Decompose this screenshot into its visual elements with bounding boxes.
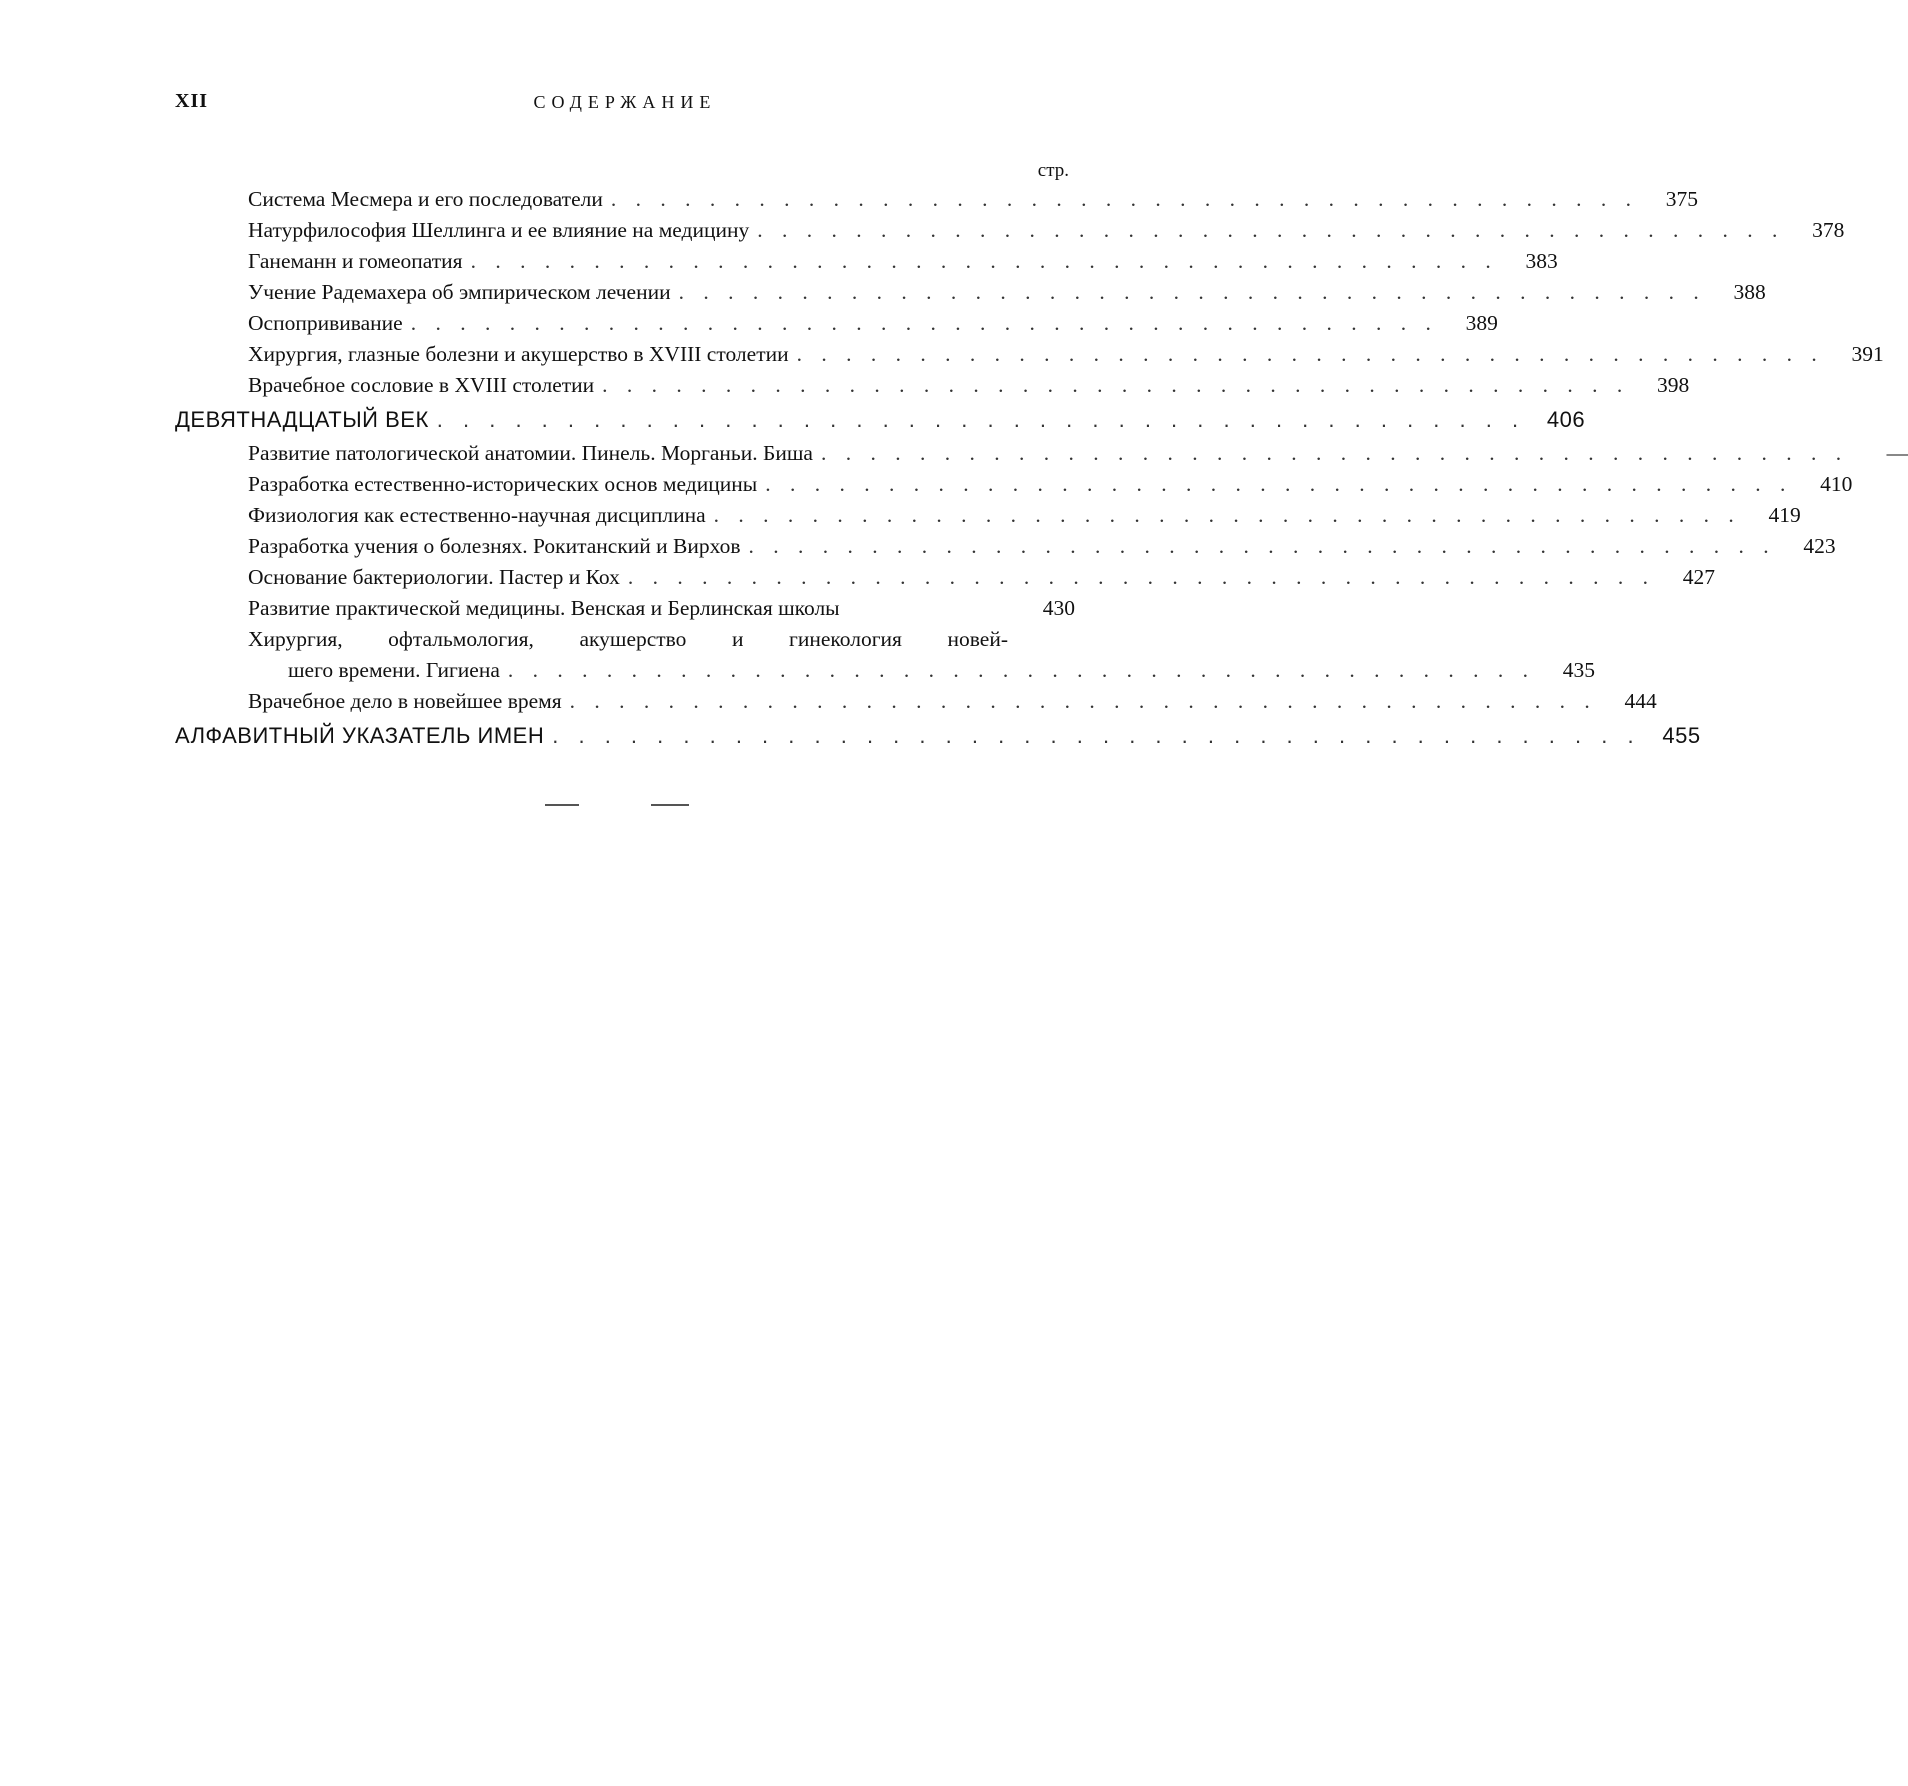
toc-section-heading [175, 717, 1701, 754]
toc-entry-title: Разработка учения о болезнях. Рокитанский и Вирхов [248, 534, 741, 558]
toc-entry-line2 [248, 655, 1596, 686]
running-head [175, 90, 1075, 120]
page-number: XII [175, 90, 209, 112]
toc-section-title: АЛФАВИТНЫЙ УКАЗАТЕЛЬ ИМЕН [175, 723, 545, 748]
dot-leader: . . . . . . . . . . . . . . . . . . . . . . . . . . . . . . . . . . . . . . . . . . [820, 441, 1849, 465]
dot-leader: . . . . . . . . . . . . . . . . . . . . . . . . . . . . . . . . . . . . . . . . . . [602, 373, 1630, 397]
toc-entry-page: 419 [1768, 503, 1801, 527]
toc-entry-page: 389 [1465, 311, 1498, 335]
toc-entry-page: — [1886, 441, 1908, 465]
toc-entry-title: Ганеманн и гомеопатия [248, 249, 463, 273]
toc-entry-title: Учение Радемахера об эмпирическом лечении [248, 280, 671, 304]
toc-entry-title-line2: шего времени. Гигиена [288, 658, 500, 682]
toc-entry-title: Врачебное сословие в XVIII столетии [248, 373, 595, 397]
toc-entry-title: Оспопрививание [248, 311, 403, 335]
toc-section-title: ДЕВЯТНАДЦАТЫЙ ВЕК [175, 407, 429, 432]
toc-entry [175, 277, 1766, 308]
toc-entry [175, 184, 1698, 215]
toc-entry-title: Натурфилософия Шеллинга и ее влияние на медицину [248, 218, 750, 242]
toc-section-page: 406 [1546, 407, 1586, 432]
page-column-label: стр. [1037, 160, 1069, 181]
toc-section-page: 455 [1662, 723, 1701, 748]
toc-entry-title: Развитие практической медицины. Венская и Берлинская школы [248, 596, 840, 620]
toc-entry-wrapped [175, 624, 1596, 686]
toc-entry [175, 469, 1853, 500]
toc-entry-title: Система Месмера и его последователи [248, 187, 603, 211]
dot-leader: . . . . . . . . . . . . . . . . . . . . . . . . . . . . . . . . . . . . . . . . . . [569, 689, 1597, 713]
toc-entry [175, 531, 1836, 562]
dot-leader: . . . . . . . . . . . . . . . . . . . . . . . . . . . . . . . . . . . . . . . . . . [796, 342, 1824, 366]
toc-entry [175, 438, 1908, 469]
toc-entry [175, 593, 1075, 624]
toc-entry [175, 370, 1690, 401]
toc-entry-page: 391 [1851, 342, 1884, 366]
toc-entry-page: 388 [1733, 280, 1766, 304]
dot-leader: . . . . . . . . . . . . . . . . . . . . . . . . . . . . . . . . . . . . . . . . . . [470, 249, 1498, 273]
toc-entry [175, 339, 1884, 370]
dot-leader: . . . . . . . . . . . . . . . . . . . . . . . . . . . . . . . . . . . . . . . . . . [713, 503, 1741, 527]
toc-entry-title: Развитие патологической анатомии. Пинель. Морганьи. Биша [248, 441, 813, 465]
toc-entry-page: 444 [1624, 689, 1657, 713]
dot-leader: . . . . . . . . . . . . . . . . . . . . . . . . . . . . . . . . . . . . . . . . . . [765, 472, 1793, 496]
running-title: СОДЕРЖАНИЕ [533, 92, 717, 112]
dot-leader: . . . . . . . . . . . . . . . . . . . . . . . . . . . . . . . . . . . . . . . . . . [678, 280, 1706, 304]
dot-leader: . . . . . . . . . . . . . . . . . . . . . . . . . . . . . . . . . . . . . . . . . . [410, 311, 1438, 335]
dot-leader: . . . . . . . . . . . . . . . . . . . . . . . . . . . . . . . . . . . . . . . . . . [757, 218, 1785, 242]
toc-entry [175, 215, 1845, 246]
dot-leader: . . . . . . . . . . . . . . . . . . . . . . . . . . . . . . . . . . . . . . . . . . [610, 187, 1638, 211]
toc-entry [175, 562, 1715, 593]
toc-entry-page: 435 [1562, 658, 1596, 682]
toc-entry-page: 398 [1657, 373, 1690, 397]
toc-entry-page: 410 [1820, 472, 1853, 496]
toc-entry-title-line1: Хирургия, офтальмология, акушерство и гинекология новей- [248, 627, 1008, 651]
dot-leader: . . . . . . . . . . . . . . . . . . . . . . . . . . . . . . . . . . . . . . . . . . [436, 407, 1526, 432]
toc-section-heading [175, 401, 1586, 438]
end-ornament [545, 802, 705, 808]
toc-entry-page: 427 [1682, 565, 1715, 589]
dot-leader: . . . . . . . . . . . . . . . . . . . . . . . . . . . . . . . . . . . . . . . . . . [748, 534, 1776, 558]
dot-leader: . . . . . . . . . . . . . . . . . . . . . . . . . . . . . . . . . . . . . . . . . . [627, 565, 1655, 589]
toc-entry-page: 423 [1803, 534, 1836, 558]
toc-entry [175, 308, 1498, 339]
toc-entry-page: 430 [1042, 596, 1075, 620]
toc-entry-title: Врачебное дело в новейшее время [248, 689, 562, 713]
toc-entry [175, 686, 1657, 717]
dot-leader: . . . . . . . . . . . . . . . . . . . . . . . . . . . . . . . . . . . . . . . . . . [507, 658, 1536, 682]
toc-entry-title: Основание бактериологии. Пастер и Кох [248, 565, 620, 589]
dot-leader: . . . . . . . . . . . . . . . . . . . . . . . . . . . . . . . . . . . . . . . . . . [552, 723, 1641, 748]
toc-entry-title: Хирургия, глазные болезни и акушерство в XVIII столетии [248, 342, 789, 366]
toc-entry-title: Разработка естественно-исторических основ медицины [248, 472, 758, 496]
toc-entry-page: 375 [1665, 187, 1698, 211]
toc-entry [175, 246, 1558, 277]
toc-entry [175, 500, 1801, 531]
toc-entry-page: 378 [1812, 218, 1845, 242]
toc-entry-title: Физиология как естественно-научная дисциплина [248, 503, 706, 527]
table-of-contents [175, 160, 1908, 754]
toc-entry-page: 383 [1525, 249, 1558, 273]
